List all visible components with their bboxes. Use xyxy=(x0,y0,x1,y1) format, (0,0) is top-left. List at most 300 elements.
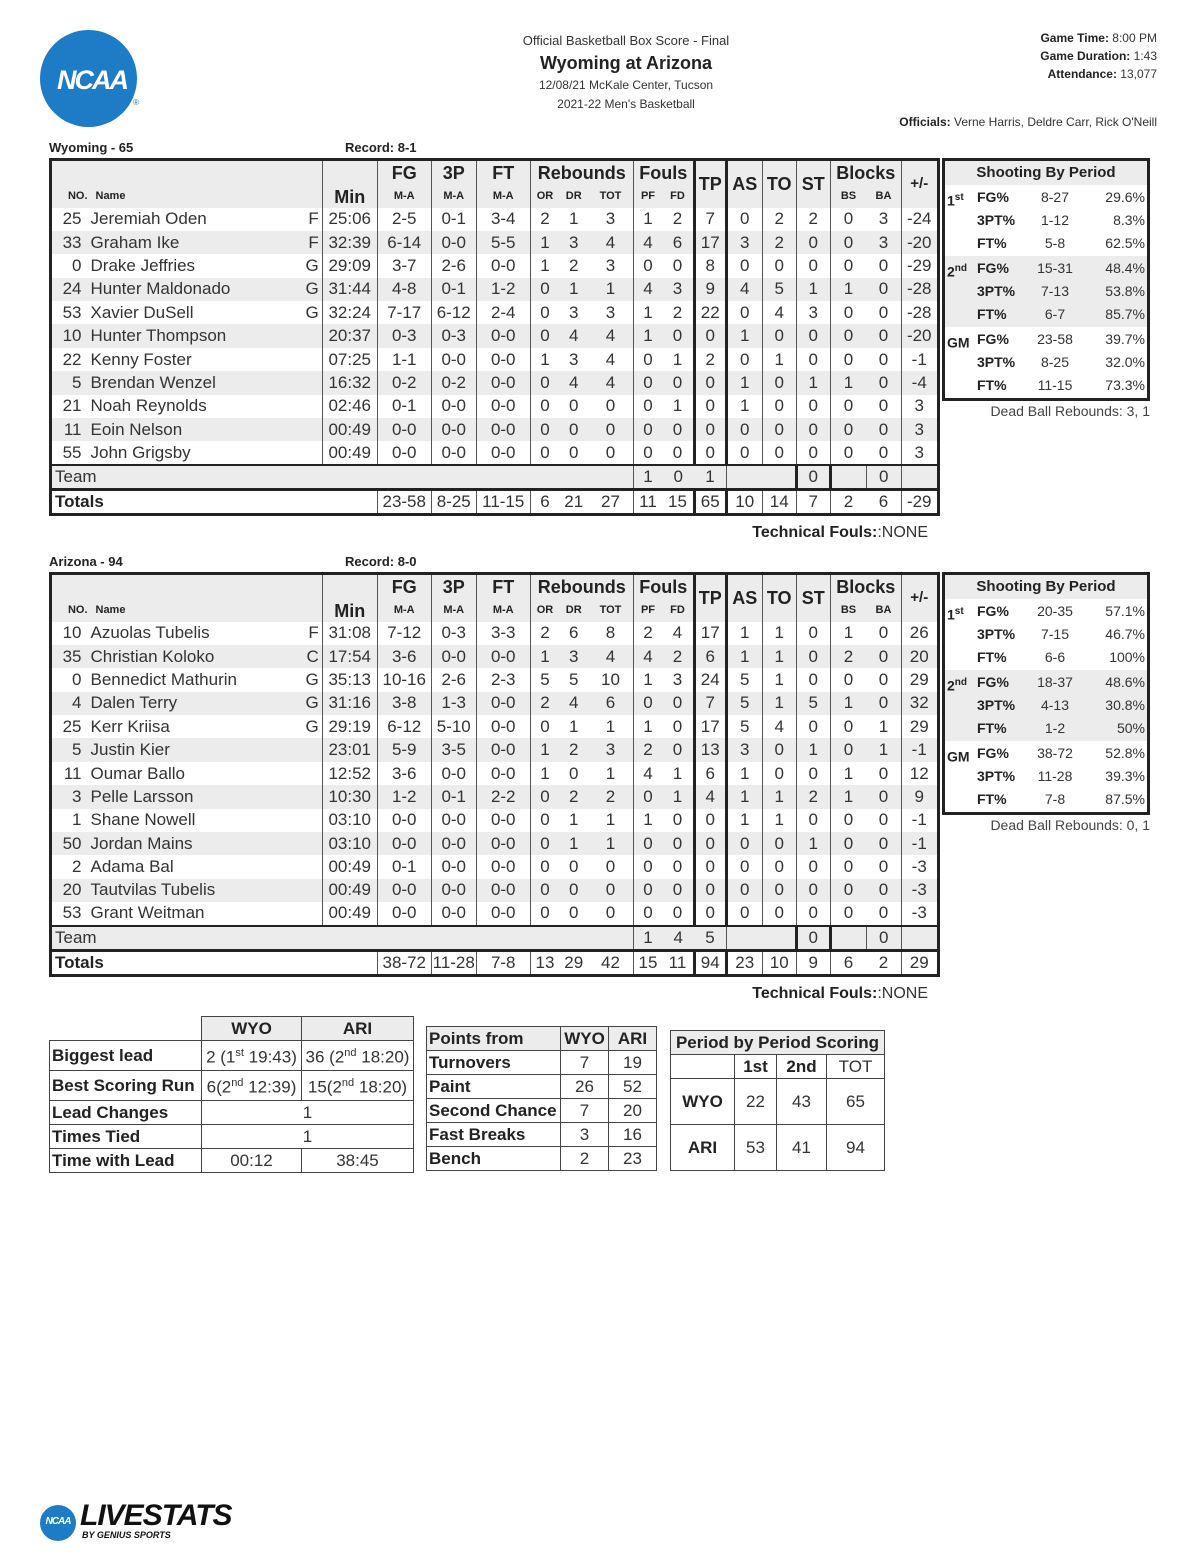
stat-as: 0 xyxy=(726,301,762,324)
stat-or: 0 xyxy=(530,418,559,441)
game-info xyxy=(1040,29,1157,83)
stat-bs: 0 xyxy=(830,715,866,738)
player-position xyxy=(306,348,323,371)
shooting-row xyxy=(945,742,1147,765)
player-number: 20 xyxy=(51,879,91,902)
total-ft: 11-15 xyxy=(476,489,530,514)
period-scoring-title: Period by Period Scoring xyxy=(671,1031,885,1055)
stat-as: 1 xyxy=(726,645,762,668)
stat-fg: 5-9 xyxy=(377,738,431,761)
stat-pf: 1 xyxy=(633,715,662,738)
stat-tp: 13 xyxy=(694,738,726,761)
player-number: 33 xyxy=(51,231,91,254)
player-name: Shane Nowell xyxy=(90,810,196,830)
stat-bs: 2 xyxy=(830,645,866,668)
stat-tot: 3 xyxy=(605,302,616,322)
stat-pf: 0 xyxy=(633,418,662,441)
stat-st: 0 xyxy=(796,762,830,785)
period-row-ari: ARI 53 41 94 xyxy=(671,1125,885,1171)
shooting-row xyxy=(945,694,1147,717)
attendance: 13,077 xyxy=(1120,67,1157,81)
stat-fg: 0-3 xyxy=(377,324,431,347)
shooting-made-attempted: 1-2 xyxy=(1044,720,1066,736)
col-st: ST xyxy=(796,160,830,208)
stat-fd: 0 xyxy=(662,324,694,347)
shooting-percentage: 8.3% xyxy=(1113,212,1145,228)
stat-pm: 3 xyxy=(901,441,938,464)
stat-as: 0 xyxy=(726,879,762,902)
period-label: 1st xyxy=(947,192,964,209)
stat-min: 25:06 xyxy=(328,209,371,229)
stat-or: 0 xyxy=(530,395,559,418)
stat-min: 00:49 xyxy=(328,442,371,462)
col-ft: FT xyxy=(476,160,530,184)
stat-min: 03:10 xyxy=(322,832,377,855)
player-position: G xyxy=(306,254,323,277)
season: 2021-22 Men's Basketball xyxy=(557,97,695,111)
stat-tp3: 0-0 xyxy=(431,441,476,464)
stat-as: 0 xyxy=(726,418,762,441)
stat-tot: 6 xyxy=(588,692,633,715)
player-number: 25 xyxy=(62,716,82,736)
document-header xyxy=(426,32,826,114)
stat-fd: 1 xyxy=(662,785,694,808)
stat-min: 35:13 xyxy=(328,669,371,689)
stat-ft: 0-0 xyxy=(476,645,530,668)
stat-fg: 0-0 xyxy=(377,809,431,832)
stat-fg: 3-6 xyxy=(377,645,431,668)
stat-st: 0 xyxy=(796,622,830,645)
game-time-label: Game Time: xyxy=(1040,31,1109,45)
stat-ft: 1-2 xyxy=(476,278,530,301)
livestats-wordmark: LIVESTATS xyxy=(80,1499,232,1532)
stat-ba: 0 xyxy=(878,810,889,830)
stat-bs: 0 xyxy=(830,809,866,832)
stat-tp: 2 xyxy=(694,348,726,371)
period-group xyxy=(945,256,1147,327)
stat-pm: -1 xyxy=(901,738,938,761)
stat-bs: 0 xyxy=(830,301,866,324)
player-row xyxy=(51,645,939,668)
stat-tot: 4 xyxy=(588,231,633,254)
stat-ft: 0-0 xyxy=(476,395,530,418)
stat-dr: 1 xyxy=(569,209,579,229)
period-label: 1st xyxy=(947,606,964,623)
player-position xyxy=(306,418,323,441)
stat-as: 5 xyxy=(726,692,762,715)
stat-tp: 0 xyxy=(694,324,726,347)
stat-tp: 0 xyxy=(694,855,726,878)
stat-as: 5 xyxy=(726,668,762,691)
shooting-percentage: 30.8% xyxy=(1105,697,1145,713)
shooting-row xyxy=(945,303,1147,326)
team-name-score: Arizona - 94 xyxy=(49,554,123,569)
player-position xyxy=(306,809,323,832)
player-position xyxy=(306,762,323,785)
stat-st: 0 xyxy=(796,231,830,254)
stat-dr: 1 xyxy=(559,278,588,301)
stat-tot: 4 xyxy=(588,645,633,668)
shooting-row xyxy=(945,257,1147,280)
total-ft: 7-8 xyxy=(476,950,530,975)
stat-as: 1 xyxy=(726,371,762,394)
technical-fouls: Technical Fouls::NONE xyxy=(752,985,928,1002)
stat-dr: 2 xyxy=(569,255,579,275)
stat-bs: 0 xyxy=(830,254,866,277)
points-from-ari-header: ARI xyxy=(609,1027,657,1051)
stat-tp3: 1-3 xyxy=(431,692,476,715)
player-name: Kenny Foster xyxy=(90,349,192,369)
stat-pm: -24 xyxy=(901,208,938,231)
stat-as: 3 xyxy=(726,231,762,254)
stat-dr: 3 xyxy=(559,231,588,254)
stat-tp: 24 xyxy=(694,668,726,691)
shooting-by-period-title: Shooting By Period xyxy=(945,161,1147,185)
stat-ba: 0 xyxy=(866,371,901,394)
col-fd: FD xyxy=(662,598,694,622)
stat-tot: 0 xyxy=(605,396,616,416)
stat-to: 1 xyxy=(762,668,796,691)
stat-tot: 10 xyxy=(601,669,620,689)
stat-dr: 0 xyxy=(559,879,588,902)
stat-as: 0 xyxy=(726,208,762,231)
time-with-lead-ari: 38:45 xyxy=(302,1149,414,1173)
stat-tot: 3 xyxy=(605,255,616,275)
player-number: 25 xyxy=(62,209,82,229)
stat-pm: -20 xyxy=(901,324,938,347)
player-position: F xyxy=(306,231,323,254)
stat-fd: 1 xyxy=(672,349,683,369)
col-tot: TOT xyxy=(588,598,633,622)
best-run-ari: 15(2nd 18:20) xyxy=(302,1071,414,1101)
player-name: John Grigsby xyxy=(90,442,191,462)
stat-pm: 3 xyxy=(901,395,938,418)
stat-fd: 0 xyxy=(672,903,683,923)
shooting-stat: FG% xyxy=(977,331,1009,347)
shooting-row xyxy=(945,717,1147,740)
player-number: 35 xyxy=(51,645,91,668)
stat-fg: 7-12 xyxy=(377,622,431,645)
shooting-percentage: 39.3% xyxy=(1105,768,1145,784)
stat-tp: 7 xyxy=(694,692,726,715)
stat-bs: 1 xyxy=(830,785,866,808)
stat-tot: 8 xyxy=(605,623,616,643)
stat-st: 0 xyxy=(796,418,830,441)
document-type: Official Basketball Box Score - Final xyxy=(522,33,730,48)
biggest-lead-wyo: 2 (1st 19:43) xyxy=(202,1041,302,1071)
stat-as: 1 xyxy=(726,622,762,645)
stat-dr: 6 xyxy=(569,623,579,643)
player-row xyxy=(51,254,939,277)
stat-tp: 6 xyxy=(694,645,726,668)
player-number: 53 xyxy=(62,302,82,322)
shooting-row xyxy=(945,186,1147,209)
stat-pf: 4 xyxy=(633,645,662,668)
stat-or: 0 xyxy=(530,902,559,925)
player-row xyxy=(51,715,939,738)
stat-to: 2 xyxy=(762,208,796,231)
stat-tp3: 0-0 xyxy=(431,645,476,668)
stat-as: 0 xyxy=(726,348,762,371)
stat-ft: 0-0 xyxy=(476,855,530,878)
stat-to: 2 xyxy=(762,231,796,254)
shooting-by-period xyxy=(942,158,1150,401)
stat-or: 1 xyxy=(530,348,559,371)
attendance-label: Attendance: xyxy=(1047,67,1117,81)
stat-as: 1 xyxy=(726,809,762,832)
stat-tp3: 2-6 xyxy=(431,668,476,691)
stat-st: 0 xyxy=(796,324,830,347)
stat-to: 0 xyxy=(762,324,796,347)
stat-or: 2 xyxy=(530,622,559,645)
stat-pf: 1 xyxy=(633,208,662,231)
stat-ft: 2-4 xyxy=(476,301,530,324)
col-3p: 3P xyxy=(431,160,476,184)
stat-pm: 12 xyxy=(901,762,938,785)
col-ba: BA xyxy=(866,184,901,208)
stat-pm: -1 xyxy=(901,348,938,371)
stat-ba: 0 xyxy=(878,903,889,923)
player-name: Jeremiah Oden xyxy=(90,209,207,229)
player-number: 1 xyxy=(72,810,82,830)
total-tp3: 11-28 xyxy=(431,950,476,975)
stat-tp: 0 xyxy=(694,441,726,464)
shooting-stat: 3PT% xyxy=(977,354,1016,370)
col-tot: TOT xyxy=(588,184,633,208)
stat-to: 1 xyxy=(762,348,796,371)
shooting-percentage: 50% xyxy=(1116,720,1145,736)
stat-to: 5 xyxy=(762,278,796,301)
stat-pm: 20 xyxy=(901,645,938,668)
stat-fd: 3 xyxy=(662,278,694,301)
period-group xyxy=(945,670,1147,741)
player-position xyxy=(306,855,323,878)
shooting-made-attempted: 8-27 xyxy=(1040,189,1070,205)
stat-or: 0 xyxy=(530,785,559,808)
stat-pf: 0 xyxy=(633,879,662,902)
stat-or: 0 xyxy=(530,715,559,738)
period-label: GM xyxy=(947,334,970,351)
shooting-made-attempted: 6-7 xyxy=(1044,306,1066,322)
player-row xyxy=(51,855,939,878)
stat-to: 0 xyxy=(762,738,796,761)
player-position: F xyxy=(306,208,323,231)
stat-min: 00:49 xyxy=(322,879,377,902)
player-row xyxy=(51,208,939,231)
stat-bs: 0 xyxy=(830,395,866,418)
ncaa-ball-icon: NCAA xyxy=(40,1505,76,1541)
stat-tp3: 0-1 xyxy=(431,278,476,301)
stat-tot: 1 xyxy=(605,716,616,736)
stat-pf: 0 xyxy=(633,832,662,855)
stat-fg: 6-14 xyxy=(377,231,431,254)
stat-tot: 2 xyxy=(588,785,633,808)
stat-ft: 2-2 xyxy=(476,785,530,808)
shooting-stat: FG% xyxy=(977,189,1009,205)
stat-fd: 2 xyxy=(672,302,683,322)
stat-as: 0 xyxy=(726,441,762,464)
stat-ba: 0 xyxy=(866,832,901,855)
stat-to: 4 xyxy=(762,715,796,738)
shooting-percentage: 100% xyxy=(1109,649,1145,665)
stat-tp3: 0-0 xyxy=(431,418,476,441)
stat-min: 31:44 xyxy=(322,278,377,301)
stat-ft: 0-0 xyxy=(476,738,530,761)
shooting-percentage: 57.1% xyxy=(1105,603,1145,619)
points-from-table xyxy=(426,1026,657,1171)
stat-dr: 3 xyxy=(569,302,579,322)
stat-or: 0 xyxy=(530,879,559,902)
shooting-percentage: 52.8% xyxy=(1105,745,1145,761)
player-name: Eoin Nelson xyxy=(91,418,306,441)
stat-bs: 1 xyxy=(830,692,866,715)
stat-tp3: 3-5 xyxy=(431,738,476,761)
col-rebounds: Rebounds xyxy=(530,160,633,184)
points-from-row: Bench 2 23 xyxy=(427,1147,657,1171)
stat-to: 0 xyxy=(762,254,796,277)
stat-ft: 0-0 xyxy=(476,879,530,902)
stat-min: 10:30 xyxy=(322,785,377,808)
shooting-percentage: 62.5% xyxy=(1105,235,1145,251)
col-plus-minus: +/- xyxy=(901,160,938,208)
technical-fouls: Technical Fouls::NONE xyxy=(752,524,928,541)
player-row xyxy=(51,231,939,254)
game-summary-table xyxy=(49,1016,414,1173)
stat-fg: 0-1 xyxy=(377,395,431,418)
stat-ba: 0 xyxy=(878,302,889,322)
stat-st: 2 xyxy=(796,208,830,231)
stat-fg: 0-0 xyxy=(377,902,431,925)
shooting-row xyxy=(945,232,1147,255)
stat-as: 0 xyxy=(726,902,762,925)
stat-tp3: 0-1 xyxy=(431,208,476,231)
player-position xyxy=(306,324,323,347)
game-time: 8:00 PM xyxy=(1112,31,1157,45)
dead-ball-rebounds: Dead Ball Rebounds: 3, 1 xyxy=(990,403,1150,419)
shooting-row xyxy=(945,646,1147,669)
best-run-wyo: 6(2nd 12:39) xyxy=(202,1071,302,1101)
officials-names: Verne Harris, Deldre Carr, Rick O'Neill xyxy=(953,115,1157,129)
shooting-percentage: 46.7% xyxy=(1105,626,1145,642)
stat-dr: 1 xyxy=(569,716,579,736)
stat-dr: 2 xyxy=(559,738,588,761)
stat-pm: 9 xyxy=(901,785,938,808)
stat-bs: 1 xyxy=(830,371,866,394)
shooting-stat: 3PT% xyxy=(977,212,1016,228)
col-no: NO. xyxy=(51,184,91,208)
shooting-stat: FT% xyxy=(977,306,1007,322)
player-position: G xyxy=(306,668,323,691)
stat-min: 00:49 xyxy=(328,903,371,923)
game-duration: 1:43 xyxy=(1133,49,1157,63)
team-name-score: Wyoming - 65 xyxy=(49,140,134,155)
player-row xyxy=(51,622,939,645)
shooting-made-attempted: 7-8 xyxy=(1044,791,1066,807)
stat-min: 20:37 xyxy=(322,324,377,347)
stat-or: 1 xyxy=(530,762,559,785)
stat-to: 1 xyxy=(762,785,796,808)
totals-row: Totals 23-58 8-25 11-15 6 21 27 11 15 65 10 14 7 2 6 -29 xyxy=(51,489,939,514)
stat-to: 0 xyxy=(762,855,796,878)
period-row-wyo: WYO 22 43 65 xyxy=(671,1079,885,1125)
shooting-percentage: 73.3% xyxy=(1105,377,1145,393)
shooting-stat: 3PT% xyxy=(977,626,1016,642)
stat-as: 1 xyxy=(726,395,762,418)
stat-fg: 3-6 xyxy=(377,762,431,785)
col-name: Name xyxy=(91,598,323,622)
stat-tp: 0 xyxy=(694,371,726,394)
stat-ba: 0 xyxy=(878,763,889,783)
best-run-label: Best Scoring Run xyxy=(50,1071,202,1101)
period-group xyxy=(945,741,1147,812)
col-to: TO xyxy=(762,160,796,208)
stat-ba: 0 xyxy=(866,324,901,347)
stat-tp: 4 xyxy=(694,785,726,808)
shooting-stat: FT% xyxy=(977,377,1007,393)
player-name: Justin Kier xyxy=(91,738,306,761)
col-fg: FG xyxy=(377,160,431,184)
period-scoring-table xyxy=(670,1030,885,1171)
stat-tot: 0 xyxy=(588,879,633,902)
stat-or: 0 xyxy=(530,324,559,347)
stat-ba: 1 xyxy=(866,738,901,761)
stat-dr: 4 xyxy=(559,371,588,394)
stat-tot: 0 xyxy=(588,418,633,441)
period-label: GM xyxy=(947,748,970,765)
stat-to: 0 xyxy=(762,879,796,902)
stat-st: 0 xyxy=(796,441,830,464)
stat-dr: 0 xyxy=(569,857,579,877)
stat-tp3: 0-0 xyxy=(431,809,476,832)
stat-fg: 6-12 xyxy=(377,715,431,738)
stat-bs: 1 xyxy=(830,278,866,301)
col-min: Min xyxy=(322,160,377,208)
player-name: Kerr Kriisa xyxy=(90,716,170,736)
stat-min: 16:32 xyxy=(322,371,377,394)
times-tied-value: 1 xyxy=(202,1125,414,1149)
player-row xyxy=(51,692,939,715)
col-fouls: Fouls xyxy=(633,574,694,598)
shooting-percentage: 48.6% xyxy=(1105,674,1145,690)
stat-or: 1 xyxy=(530,231,559,254)
shooting-percentage: 29.6% xyxy=(1105,189,1145,205)
points-from-header: Points from xyxy=(427,1027,561,1051)
shooting-stat: 3PT% xyxy=(977,283,1016,299)
player-name: Grant Weitman xyxy=(90,903,205,923)
stat-pf: 1 xyxy=(633,301,662,324)
stat-ft: 0-0 xyxy=(476,324,530,347)
stat-ba: 0 xyxy=(878,442,889,462)
officials xyxy=(899,115,1157,129)
stat-fg: 1-1 xyxy=(377,348,431,371)
player-position: G xyxy=(306,715,323,738)
stat-st: 0 xyxy=(796,254,830,277)
player-position xyxy=(306,902,323,925)
shooting-made-attempted: 15-31 xyxy=(1037,260,1073,276)
player-row xyxy=(51,324,939,347)
stat-or: 0 xyxy=(530,441,559,464)
shooting-made-attempted: 8-25 xyxy=(1040,354,1070,370)
stat-to: 1 xyxy=(762,622,796,645)
stat-as: 1 xyxy=(726,762,762,785)
stat-as: 1 xyxy=(726,324,762,347)
stat-bs: 0 xyxy=(830,668,866,691)
stat-bs: 0 xyxy=(830,902,866,925)
col-st: ST xyxy=(796,574,830,622)
livestats-byline: BY GENIUS SPORTS xyxy=(82,1530,171,1540)
page-title: Wyoming at Arizona xyxy=(539,53,712,73)
stat-tp3: 2-6 xyxy=(431,254,476,277)
